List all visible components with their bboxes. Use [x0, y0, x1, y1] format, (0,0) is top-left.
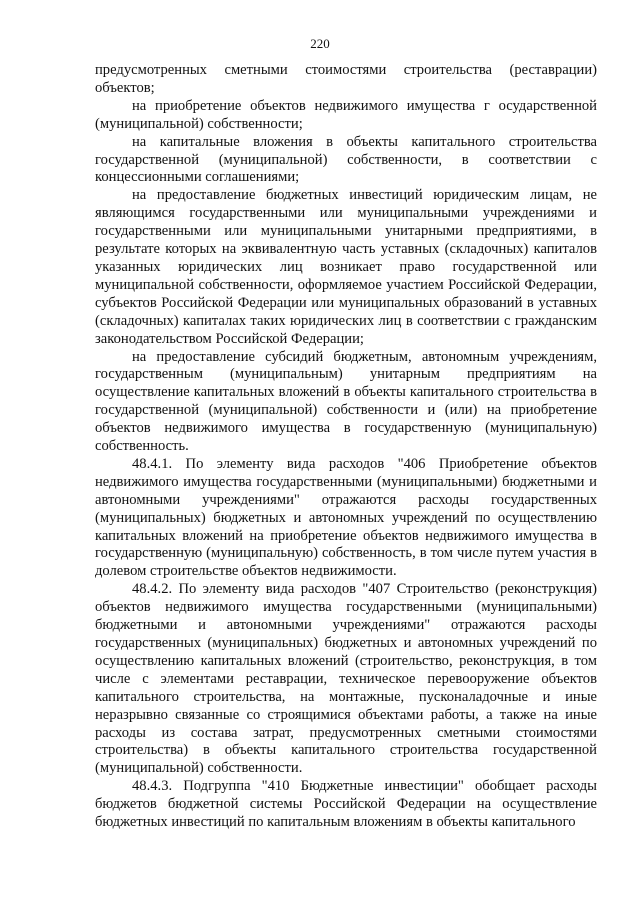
- paragraph-48-4-2: 48.4.2. По элементу вида расходов "407 Строительство (реконструкция) объектов недвижимого имущества государственными (муниципальными) бюджетными и автономными учреждениями" отражаются расходы государственных (муниципальных) бюджетных и автономных учреждений по осуществлению капитальных вложений (строительство, реконструкция, в том числе с элементами реставрации, техническое перевооружение объектов капитального строительства, на монтажные, пусконаладочные и иные неразрывно связанные со строящимися объектами работы, а также на иные расходы из состава затрат, предусмотренных сметными стоимостями строительства) в объекты капитального строительства государственной (муниципальной) собственности.: [95, 581, 597, 777]
- paragraph-real-estate-acquisition: на приобретение объектов недвижимого имущества г осударственной (муниципальной) собственности;: [95, 97, 597, 132]
- page-number: 220: [310, 36, 330, 51]
- paragraph-48-4-3: 48.4.3. Подгруппа "410 Бюджетные инвестиции" обобщает расходы бюджетов бюджетной системы Российской Федерации на осуществление бюджетных инвестиций по капитальным вложениям в объекты капитального: [95, 778, 597, 831]
- paragraph-subsidies: на предоставление субсидий бюджетным, автономным учреждениям, государственным (муниципальным) унитарным предприятиям на осуществление капитальных вложений в объекты капитального строительства в государственной (муниципальной) собственности и (или) на приобретение объектов недвижимого имущества в государственную (муниципальную) собственность.: [95, 348, 597, 455]
- paragraph-continuation: предусмотренных сметными стоимостями строительства (реставрации) объектов;: [95, 62, 597, 96]
- paragraph-budget-investments-legal-entities: на предоставление бюджетных инвестиций юридическим лицам, не являющимся государственными или муниципальными учреждениями и государственными или муниципальными унитарными предприятиями, в результате которых на эквивалентную часть уставных (складочных) капиталов указанных юридических лиц возникает право государственной или муниципальной собственности, оформляемое участием Российской Федерации, субъектов Российской Федерации или муниципальных образований в уставных (складочных) капиталах таких юридических лиц в соответствии с гражданским законодательством Российской Федерации;: [95, 187, 597, 347]
- paragraph-capital-investments: на капитальные вложения в объекты капитального строительства государственной (муниципальной) собственности, в соответствии с концессионными соглашениями;: [95, 133, 597, 186]
- document-body: [95, 62, 597, 832]
- paragraph-48-4-1: 48.4.1. По элементу вида расходов "406 Приобретение объектов недвижимого имущества государственными (муниципальными) бюджетными и автономными учреждениями" отражаются расходы государственных (муниципальных) бюджетных и автономных учреждений по осуществлению капитальных вложений на приобретение объектов недвижимого имущества в государственную (муниципальную) собственность, в том числе путем участия в долевом строительстве объектов недвижимости.: [95, 455, 597, 580]
